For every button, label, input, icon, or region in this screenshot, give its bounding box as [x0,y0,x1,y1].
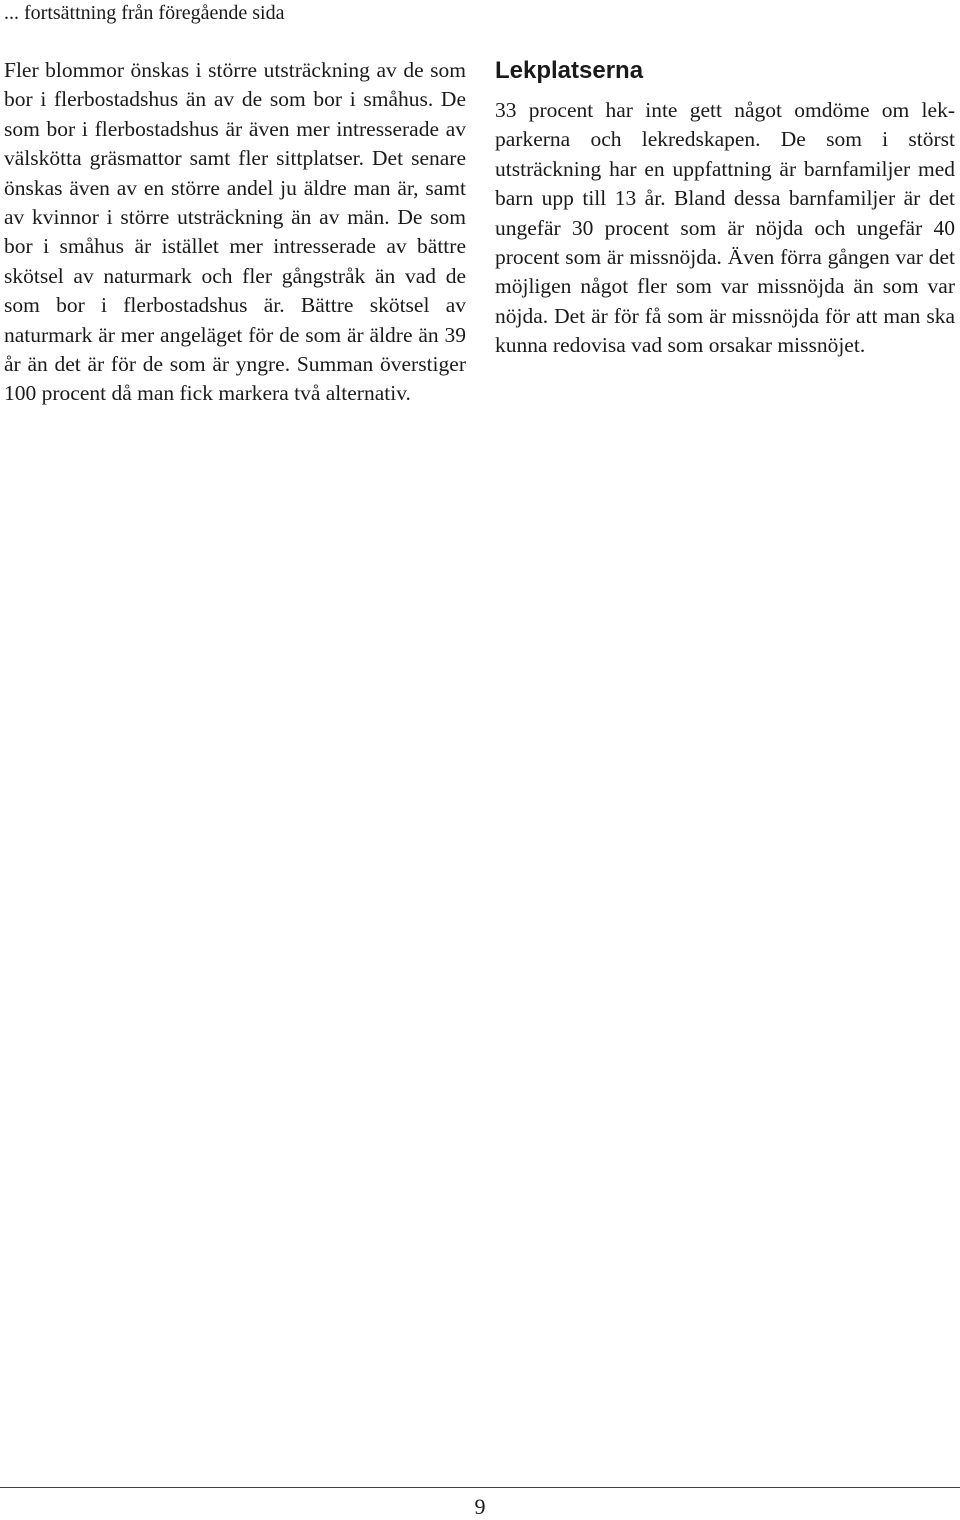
right-column [495,56,955,361]
body-paragraph: Fler blommor önskas i större utsträckning av de som bor i flerbostadshus än av de som bor i småhus. De som bor i flerbostadshus är även mer intresserade av välskötta gräsmattor samt fler sittplatser. Det senare önskas även av en större andel ju äldre man är, samt av kvinnor i större utsträckning än av män. De som bor i småhus är istället mer intresserade av bättre skötsel av naturmark och fler gångstråk än vad de som bor i flerbostadshus är. Bättre skötsel av naturmark är mer angeläget för de som är äldre än 39 år än det är för de som är yngre. Summan överstiger 100 procent då man fick markera två alternativ. [4,58,466,406]
left-column [4,56,466,409]
page-number: 9 [474,1494,486,1519]
footer-divider [0,1487,960,1488]
section-heading: Lekplatserna [495,57,644,84]
continuation-note: ... fortsättning från föregående sida [4,2,285,24]
body-paragraph: 33 procent har inte gett något omdöme om lekparkerna och lekredskapen. De som i störst utsträckning har en uppfattning är barnfamiljer med barn upp till 13 år. Bland dessa barnfamiljer är det ungefär 30 procent som är nöjda och ungefär 40 procent som är missnöjda. Även förra gången var det möjligen något fler som var missnöjda än som var nöjda. Det är för få som är missnöjda för att man ska kunna redovisa vad som orsakar missnöjet. [495,98,955,358]
